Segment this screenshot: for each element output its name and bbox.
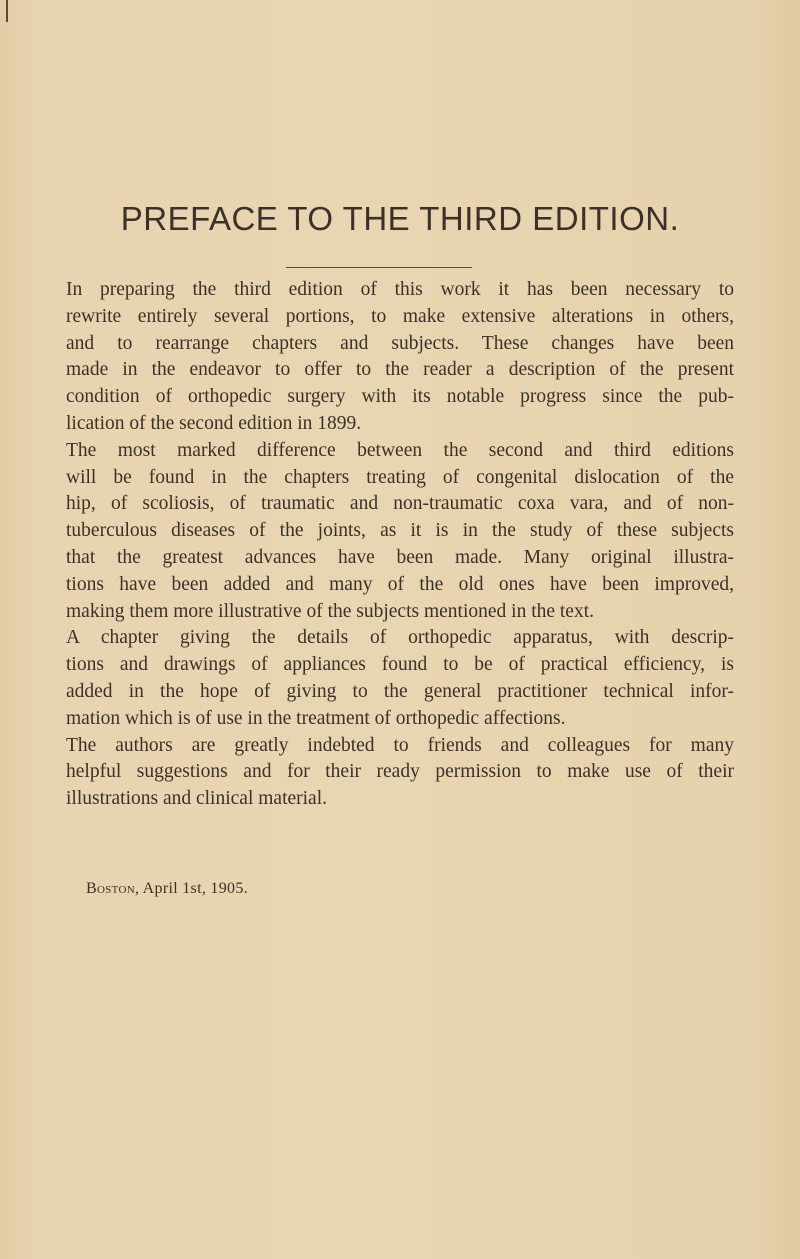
text-line: The most marked difference between the second and third editions [66, 439, 734, 461]
text-line: added in the hope of giving to the general practitioner technical infor- [66, 680, 734, 702]
text-line: made in the endeavor to offer to the reader a description of the present [66, 359, 734, 381]
paragraph-3 [66, 625, 734, 732]
text-line: rewrite entirely several portions, to make extensive alterations in others, [66, 305, 734, 327]
text-line: lication of the second edition in 1899. [66, 412, 362, 434]
text-line: tions have been added and many of the old ones have been improved, [66, 573, 734, 595]
text-line: tions and drawings of appliances found to be of practical efficiency, is [66, 654, 734, 676]
text-line: hip, of scoliosis, of traumatic and non-traumatic coxa vara, and of non- [66, 493, 734, 515]
text-line: The authors are greatly indebted to friends and colleagues for many [66, 734, 734, 756]
paragraph-4 [66, 733, 734, 813]
text-line: helpful suggestions and for their ready permission to make use of their [66, 761, 734, 783]
text-line: illustrations and clinical material. [66, 788, 328, 810]
text-line: A chapter giving the details of orthopedic apparatus, with descrip- [66, 627, 734, 649]
text-line: making them more illustrative of the subjects mentioned in the text. [66, 600, 595, 622]
signoff-date: April 1st, 1905. [142, 880, 248, 897]
text-line: tuberculous diseases of the joints, as it is in the study of these subjects [66, 520, 734, 542]
text-line: that the greatest advances have been made. Many original illustra- [66, 546, 734, 568]
text-line: will be found in the chapters treating of congenital dislocation of the [66, 466, 734, 488]
signoff-place: Boston, [86, 880, 140, 897]
title-rule [286, 267, 472, 268]
preface-body [66, 277, 734, 813]
page-title: PREFACE TO THE THIRD EDITION. [120, 200, 680, 237]
text-line: condition of orthopedic surgery with its notable progress since the pub- [66, 386, 734, 408]
text-line: mation which is of use in the treatment of orthopedic affections. [66, 707, 566, 729]
text-line: and to rearrange chapters and subjects. These changes have been [66, 332, 734, 354]
paragraph-1 [66, 277, 734, 438]
paragraph-2 [66, 438, 734, 626]
page-edge-mark [6, 0, 8, 22]
text-line: In preparing the third edition of this work it has been necessary to [66, 279, 734, 300]
signoff [86, 878, 248, 900]
